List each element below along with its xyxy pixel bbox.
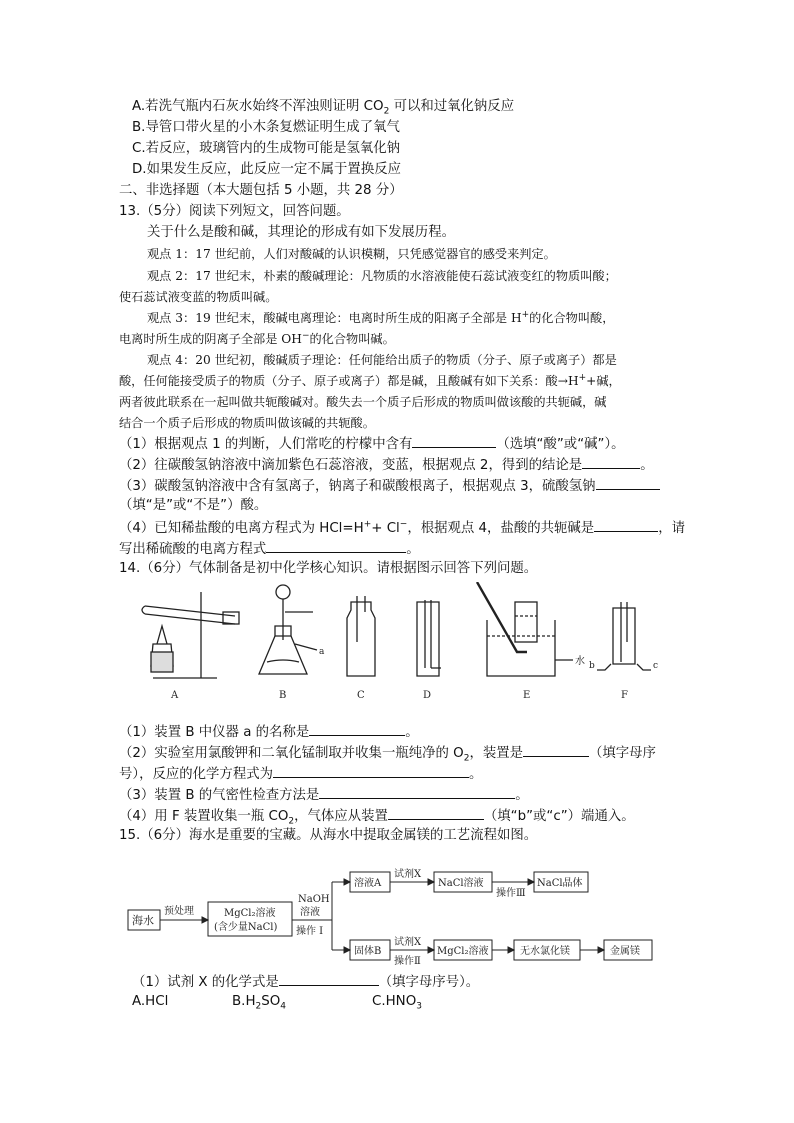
label-pretreat: 预处理 [164, 906, 194, 917]
apparatus-c [347, 596, 375, 676]
label-a: A [171, 690, 179, 701]
svg-text:(含少量NaCl): (含少量NaCl) [214, 922, 278, 933]
q14-stem: 14.（6分）气体制备是初中化学核心知识。请根据图示回答下列问题。 [119, 561, 538, 576]
label-port-c: c [653, 661, 659, 671]
label-d: D [423, 690, 432, 701]
q14-part4: （4）用 F 装置收集一瓶 $CO_2$，气体应从装置 （填“b”或“c”）端通入。 [119, 806, 635, 826]
label-reagent-x-top: 试剂X [394, 869, 422, 880]
option-a: A.若洗气瓶内石灰水始终不浑浊则证明 $CO_2$ 可以和过氧化钠反应 [132, 99, 515, 117]
svg-text:NaCl溶液: NaCl溶液 [438, 878, 484, 889]
q14-part2-line2: 号），反应的化学方程式为 。 [119, 764, 482, 784]
q13-view3-line1: 观点 3：19 世纪末，酸碱电离理论：电离时所生成的阳离子全部是 H+的化合物叫酸， [147, 309, 615, 325]
label-e: E [523, 690, 531, 701]
q13-view2-line1: 观点 2：17 世纪末，朴素的酸碱理论：凡物质的水溶液能使石蕊试液变红的物质叫酸； [147, 269, 617, 283]
label-b: B [279, 690, 287, 701]
q13-view4-line4: 结合一个质子后形成的物质叫做该碱的共轭酸。 [119, 416, 375, 430]
q13-view1: 观点 1：17 世纪前，人们对酸碱的认识模糊，只凭感觉器官的感受来判定。 [147, 247, 556, 261]
label-op3: 操作Ⅲ [496, 888, 526, 899]
answer-blank[interactable] [266, 539, 406, 553]
svg-text:固体B: 固体B [354, 946, 382, 957]
answer-blank[interactable] [594, 518, 658, 532]
q13-part4-line1: （4）已知稀盐酸的电离方程式为 HCl=H++ Cl−，根据观点 4，盐酸的共轭碱是 ，请 [119, 519, 685, 536]
svg-text:溶液A: 溶液A [354, 878, 382, 889]
option-d: D.如果发生反应，此反应一定不属于置换反应 [132, 162, 401, 177]
q13-view3-line2: 电离时所生成的阴离子全部是 OH−的化合物叫碱。 [119, 330, 395, 346]
label-op1: 操作 I [296, 926, 324, 937]
answer-blank[interactable] [596, 476, 660, 490]
q13-part3-line1: （3）碳酸氢钠溶液中含有氢离子，钠离子和碳酸根离子，根据观点 3，硫酸氢钠 [119, 476, 660, 496]
answer-blank[interactable] [319, 785, 515, 799]
apparatus-a [142, 592, 239, 678]
q15-option-b: $B.H_2SO_4$ [232, 994, 287, 1012]
answer-blank[interactable] [582, 455, 640, 469]
gas-apparatus-figure [135, 582, 675, 702]
label-op2: 操作Ⅱ [394, 956, 421, 967]
apparatus-e [477, 582, 573, 676]
label-port-b: b [589, 661, 595, 671]
q13-view4-line1: 观点 4：20 世纪初，酸碱质子理论：任何能给出质子的物质（分子、原子或离子）都是 [147, 353, 617, 367]
answer-blank[interactable] [412, 434, 496, 448]
q15-option-a: A.HCl [132, 994, 169, 1009]
svg-text:NaCl晶体: NaCl晶体 [537, 878, 583, 889]
apparatus-d [417, 600, 441, 676]
answer-blank[interactable] [279, 972, 379, 986]
q13-part3-line2: （填“是”或“不是”）酸。 [119, 498, 268, 513]
label-naoh: NaOH [298, 894, 330, 905]
label-water: 水 [575, 656, 585, 667]
svg-text:无水氯化镁: 无水氯化镁 [520, 946, 570, 957]
q15-stem: 15.（6分）海水是重要的宝藏。从海水中提取金属镁的工艺流程如图。 [119, 828, 538, 843]
option-c: C.若反应，玻璃管内的生成物可能是氢氧化钠 [132, 141, 401, 156]
q15-option-c: $C.HNO_3$ [372, 994, 422, 1012]
label-f: F [621, 690, 628, 701]
section-heading: 二、非选择题（本大题包括 5 小题，共 28 分） [119, 183, 403, 198]
label-reagent-x-bottom: 试剂X [394, 937, 422, 948]
answer-blank[interactable] [309, 722, 405, 736]
answer-blank[interactable] [273, 764, 469, 778]
q15-part1: （1）试剂 X 的化学式是 （填字母序号）。 [132, 972, 479, 992]
answer-blank[interactable] [388, 806, 484, 820]
svg-text:金属镁: 金属镁 [610, 946, 640, 957]
apparatus-b [259, 585, 317, 674]
answer-blank[interactable] [523, 743, 589, 757]
q13-stem: 13.（5分）阅读下列短文，回答问题。 [119, 204, 350, 219]
option-b: B.导管口带火星的小木条复燃证明生成了氧气 [132, 120, 400, 135]
q13-part2: （2）往碳酸氢钠溶液中滴加紫色石蕊溶液，变蓝，根据观点 2，得到的结论是 。 [119, 455, 654, 475]
label-instrument-a: a [319, 647, 325, 657]
q13-view4-line2: 酸，任何能接受质子的物质（分子、原子或离子）都是碱，且酸碱有如下关系：酸→H++碱， [119, 372, 621, 388]
q13-part4-line2: 写出稀硫酸的电离方程式 。 [119, 539, 420, 559]
q13-view2-line2: 使石蕊试液变蓝的物质叫碱。 [119, 290, 278, 304]
flow-chart [124, 862, 664, 970]
q14-part3: （3）装置 B 的气密性检查方法是 。 [119, 785, 529, 805]
label-c: C [357, 690, 365, 701]
svg-text:MgCl₂溶液: MgCl₂溶液 [224, 908, 276, 919]
svg-text:MgCl₂溶液: MgCl₂溶液 [437, 946, 489, 957]
q14-part1: （1）装置 B 中仪器 a 的名称是 。 [119, 722, 419, 742]
q13-view4-line3: 两者彼此联系在一起叫做共轭酸碱对。酸失去一个质子后形成的物质叫做该酸的共轭碱，碱 [119, 395, 607, 409]
q13-intro: 关于什么是酸和碱，其理论的形成有如下发展历程。 [147, 225, 455, 240]
q13-part1: （1）根据观点 1 的判断，人们常吃的柠檬中含有 （选填“酸”或“碱”）。 [119, 434, 625, 454]
q14-part2-line1: （2）实验室用氯酸钾和二氧化锰制取并收集一瓶纯净的 $O_2$，装置是 （填字母序 [119, 743, 656, 763]
svg-text:溶液: 溶液 [300, 907, 320, 918]
svg-text:海水: 海水 [132, 914, 154, 927]
apparatus-f [597, 602, 651, 670]
